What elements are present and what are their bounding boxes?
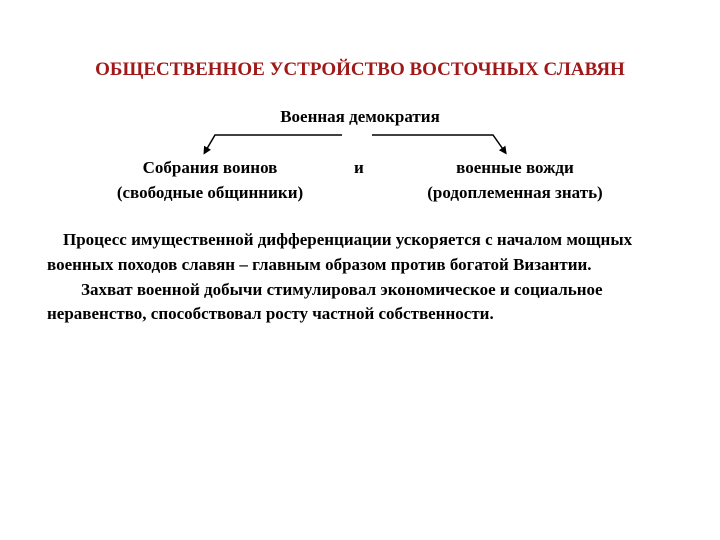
paragraph-1: Процесс имущественной дифференциации ускоряется с началом мощных военных походов славян – главным образом против богатой Византии. xyxy=(47,230,633,274)
root-node-label: Военная демократия xyxy=(280,107,440,126)
body-text xyxy=(47,228,687,327)
left-branch-line xyxy=(205,135,342,152)
left-branch-line1: Собрания воинов xyxy=(142,158,278,177)
right-branch-line2: (родоплеменная знать) xyxy=(427,183,603,202)
right-branch-line1: военные вожди xyxy=(456,158,574,177)
right-branch-line xyxy=(372,135,505,152)
left-branch xyxy=(60,155,360,205)
slide-title: ОБЩЕСТВЕННОЕ УСТРОЙСТВО ВОСТОЧНЫХ СЛАВЯН xyxy=(95,59,625,80)
branch-connector-word: и xyxy=(354,158,364,177)
right-branch xyxy=(385,155,645,205)
left-branch-line2: (свободные общинники) xyxy=(116,183,304,202)
paragraph-2: Захват военной добычи стимулировал экономическое и социальное неравенство, способствовал росту частной собственности. xyxy=(47,279,603,324)
